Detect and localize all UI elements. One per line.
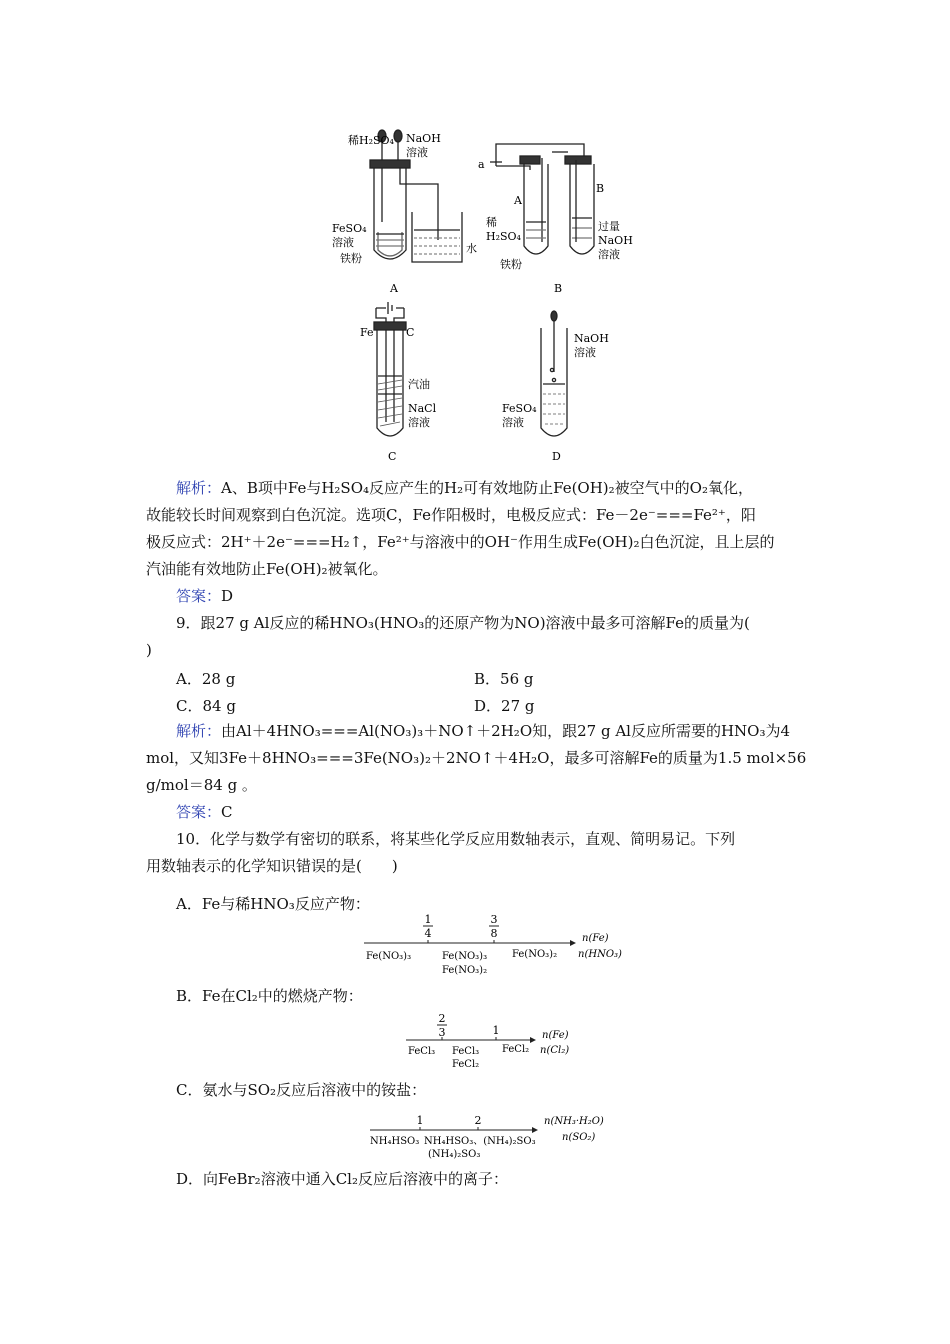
apparatus-figure: [300, 122, 640, 467]
fig-c-caption: C: [388, 450, 397, 463]
fig-a-tube-label3: 铁粉: [340, 252, 362, 265]
fig-b-caption: B: [554, 282, 563, 295]
q10-c-axis: [368, 1104, 628, 1166]
q8-analysis-line4: 汽油能有效地防止Fe(OH)₂被氧化。: [146, 560, 388, 578]
b-tick1-num: 2: [438, 1012, 446, 1025]
fig-b-valve: a: [478, 158, 485, 171]
fig-d-solution: 溶液: [574, 346, 596, 359]
a-region1: Fe(NO₃)₃: [366, 951, 412, 962]
fig-a-reagent2: NaOH: [406, 132, 441, 145]
q8-analysis-label: 解析：: [176, 479, 222, 497]
fig-b-label4: 过量: [598, 220, 620, 233]
apparatus-d: [541, 311, 567, 436]
b-tick1-den: 3: [438, 1026, 446, 1039]
b-ratio-num: n(Fe): [542, 1030, 569, 1041]
a-region3: Fe(NO₃)₂: [512, 949, 558, 960]
q9-analysis-line3: g/mol＝84 g 。: [146, 776, 257, 794]
q8-analysis: [146, 475, 806, 610]
q8-answer-label: 答案：: [176, 587, 222, 605]
q9-answer: C: [221, 803, 233, 821]
q8-answer: D: [221, 587, 234, 605]
q10-stem: [146, 826, 806, 880]
a-ratio-num: n(Fe): [582, 933, 609, 944]
q9-option-d: D．27 g: [474, 697, 535, 715]
fig-b-tube-a: A: [514, 194, 522, 207]
fig-b-tube-b: B: [596, 182, 605, 195]
q10-a-axis: [360, 910, 630, 982]
fig-a-tube-label1: FeSO₄: [332, 222, 367, 235]
a-tick1-den: 4: [424, 927, 432, 940]
fig-a-caption: A: [390, 282, 398, 295]
c-tick1: 1: [416, 1114, 424, 1127]
q9-analysis-line1: 由Al＋4HNO₃===Al(NO₃)₃＋NO↑＋2H₂O知，跟27 g Al反应所需要的HNO₃为4: [221, 722, 791, 740]
fig-d-solution2: 溶液: [502, 416, 524, 429]
fig-a-beaker-label: 水: [466, 242, 477, 255]
fig-a-reagent1: 稀H₂SO₄: [348, 134, 394, 147]
fig-c-c: C: [406, 326, 415, 339]
q9-analysis: [146, 718, 806, 826]
a-tick2-num: 3: [490, 913, 498, 926]
b-ratio-den: n(Cl₂): [540, 1045, 570, 1056]
nacl-hatch: [378, 380, 402, 426]
fig-a-tube-label2: 溶液: [332, 236, 354, 249]
q9-answer-label: 答案：: [176, 803, 222, 821]
b-region1: FeCl₃: [408, 1046, 436, 1057]
q10-stem-line2: 用数轴表示的化学知识错误的是( ): [146, 857, 398, 875]
q9-analysis-line2: mol，又知3Fe＋8HNO₃===3Fe(NO₃)₂＋2NO↑＋4H₂O，最多可溶解Fe的质量为1.5 mol×56: [146, 749, 807, 767]
q9-stem-line2: ): [146, 641, 152, 659]
fig-b-label1: 稀: [486, 216, 497, 229]
fig-c-oil: 汽油: [408, 378, 430, 391]
fig-c-nacl: NaCl: [408, 402, 437, 415]
fig-a-reagent2b: 溶液: [406, 146, 428, 159]
fig-d-caption: D: [552, 450, 561, 463]
q8-analysis-line1: A、B项中Fe与H₂SO₄反应产生的H₂可有效地防止Fe(OH)₂被空气中的O₂氧化，: [221, 479, 753, 497]
fig-d-naoh: NaOH: [574, 332, 609, 345]
fig-b-label3: 铁粉: [500, 258, 522, 271]
q10-c-label: C．氨水与SO₂反应后溶液中的铵盐：: [176, 1081, 427, 1099]
q10-b-label: B．Fe在Cl₂中的燃烧产物：: [176, 987, 363, 1005]
fig-c-fe: Fe: [360, 326, 374, 339]
a-tick1-num: 1: [424, 913, 432, 926]
fig-b-label6: 溶液: [598, 248, 620, 261]
b-region3: FeCl₂: [502, 1044, 530, 1055]
a-tick2-den: 8: [490, 927, 498, 940]
fig-b-label2: H₂SO₄: [486, 230, 521, 243]
c-tick2: 2: [474, 1114, 482, 1127]
c-region2a: NH₄HSO₃、(NH₄)₂SO₃: [424, 1136, 536, 1147]
q8-analysis-line3: 极反应式：2H⁺＋2e⁻===H₂↑，Fe²⁺与溶液中的OH⁻作用生成Fe(OH)₂白色沉淀，且上层的: [146, 533, 775, 551]
fig-d-feso4: FeSO₄: [502, 402, 537, 415]
a-ratio-den: n(HNO₃): [578, 949, 622, 960]
b-region2a: FeCl₃: [452, 1046, 480, 1057]
b-tick2: 1: [492, 1024, 500, 1037]
fig-b-label5: NaOH: [598, 234, 633, 247]
q10-d-label: D．向FeBr₂溶液中通入Cl₂反应后溶液中的离子：: [176, 1170, 508, 1188]
fig-c-solution: 溶液: [408, 416, 430, 429]
q9-option-b: B．56 g: [474, 670, 534, 688]
q9-stem: [146, 610, 806, 664]
q8-analysis-line2: 故能较长时间观察到白色沉淀。选项C，Fe作阳极时，电极反应式：Fe－2e⁻===Fe²⁺，阳: [146, 506, 756, 524]
q10-stem-line1: 10．化学与数学有密切的联系，将某些化学反应用数轴表示，直观、简明易记。下列: [176, 830, 736, 848]
c-region2b: (NH₄)₂SO₃: [428, 1149, 481, 1160]
q9-analysis-label: 解析：: [176, 722, 222, 740]
a-region2b: Fe(NO₃)₂: [442, 965, 488, 976]
q10-a-label: A．Fe与稀HNO₃反应产物：: [176, 895, 370, 913]
q10-b-axis: [404, 1012, 594, 1074]
c-ratio-den: n(SO₂): [562, 1132, 596, 1143]
c-ratio-num: n(NH₃·H₂O): [544, 1116, 604, 1127]
q9-option-c: C．84 g: [176, 697, 236, 715]
c-region1: NH₄HSO₃: [370, 1136, 420, 1147]
a-region2a: Fe(NO₃)₃: [442, 951, 488, 962]
b-region2b: FeCl₂: [452, 1059, 480, 1070]
q9-option-a: A．28 g: [176, 670, 236, 688]
q9-stem-line1: 9．跟27 g Al反应的稀HNO₃(HNO₃的还原产物为NO)溶液中最多可溶解Fe的质量为(: [176, 614, 750, 632]
